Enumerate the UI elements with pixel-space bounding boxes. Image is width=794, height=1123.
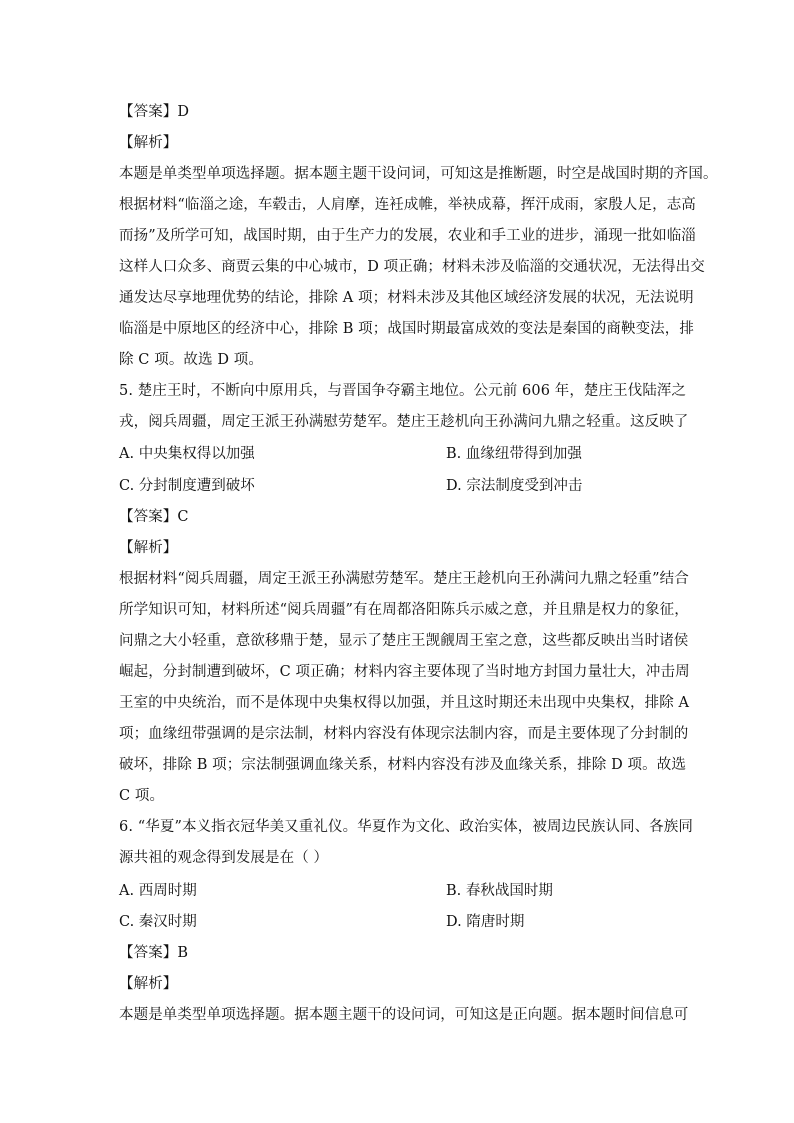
q4-analysis-line: 除 C 项。故选 D 项。	[119, 352, 263, 368]
q5-analysis-line: 问鼎之大小轻重，意欲移鼎于楚，显示了楚庄王觊觎周王室之意，这些都反映出当时诸侯	[119, 633, 689, 649]
q6-option-b: B. 春秋战国时期	[446, 883, 553, 899]
q5-analysis-line: C 项。	[119, 788, 165, 804]
q6-option-a: A. 西周时期	[119, 883, 197, 899]
q5-analysis-line: 根据材料“阅兵周疆，周定王派王孙满慰劳楚军。楚庄王趁机向王孙满问九鼎之轻重”结合	[119, 571, 689, 587]
q6-analysis-line: 本题是单类型单项选择题。据本题主题干的设问词，可知这是正向题。据本题时间信息可	[119, 1007, 689, 1023]
q6-answer-label: 【答案】B	[119, 945, 189, 961]
q5-analysis-line: 崛起，分封制遭到破坏，C 项正确；材料内容主要体现了当时地方封国力量壮大，冲击周	[119, 664, 690, 680]
q5-analysis-line: 破坏，排除 B 项；宗法制强调血缘关系，材料内容没有涉及血缘关系，排除 D 项。故选	[119, 757, 686, 773]
q4-analysis-label: 【解析】	[119, 135, 178, 151]
q5-analysis-line: 王室的中央统治，而不是体现中央集权得以加强，并且这时期还未出现中央集权，排除 A	[119, 695, 690, 711]
q5-answer-label: 【答案】C	[119, 509, 189, 525]
q5-analysis-line: 项；血缘纽带强调的是宗法制，材料内容没有体现宗法制内容，而是主要体现了分封制的	[119, 726, 689, 742]
q5-stem-line: 5. 楚庄王时，不断向中原用兵，与晋国争夺霸主地位。公元前 606 年，楚庄王伐陆浑之	[119, 383, 687, 399]
q5-option-d: D. 宗法制度受到冲击	[446, 478, 583, 494]
q4-analysis-line: 本题是单类型单项选择题。据本题主题干设问词，可知这是推断题，时空是战国时期的齐国。	[119, 166, 718, 182]
q6-analysis-label: 【解析】	[119, 976, 178, 992]
q5-analysis-line: 所学知识可知，材料所述“阅兵周疆”有在周都洛阳陈兵示威之意，并且鼎是权力的象征，	[119, 602, 689, 618]
q4-analysis-line: 根据材料“临淄之途，车毂击，人肩摩，连衽成帷，举袂成幕，挥汗成雨，家殷人足，志高	[119, 197, 696, 213]
q4-analysis-line: 这样人口众多、商贾云集的中心城市，D 项正确；材料未涉及临淄的交通状况，无法得出交	[119, 259, 705, 275]
q6-option-d: D. 隋唐时期	[446, 914, 525, 930]
q5-option-a: A. 中央集权得以加强	[119, 446, 255, 462]
q6-option-c: C. 秦汉时期	[119, 914, 197, 930]
q4-analysis-line: 临淄是中原地区的经济中心，排除 B 项；战国时期最富成效的变法是秦国的商鞅变法，排	[119, 321, 694, 337]
q5-stem-line: 戎，阅兵周疆，周定王派王孙满慰劳楚军。楚庄王趁机向王孙满问九鼎之轻重。这反映了	[119, 414, 689, 430]
q4-analysis-line: 通发达尽享地理优势的结论，排除 A 项；材料未涉及其他区域经济发展的状况，无法说明	[119, 290, 694, 306]
q5-option-b: B. 血缘纽带得到加强	[446, 446, 582, 462]
q5-option-c: C. 分封制度遭到破坏	[119, 478, 255, 494]
q4-answer-label: 【答案】D	[119, 104, 190, 120]
q6-stem-line: 6. “华夏”本义指衣冠华美又重礼仪。华夏作为文化、政治实体，被周边民族认同、各族同	[119, 819, 693, 835]
q5-analysis-label: 【解析】	[119, 540, 178, 556]
q4-analysis-line: 而扬”及所学可知，战国时期，由于生产力的发展，农业和手工业的进步，涌现一批如临淄	[119, 228, 696, 244]
q6-stem-line: 源共祖的观念得到发展是在（ ）	[119, 850, 329, 866]
